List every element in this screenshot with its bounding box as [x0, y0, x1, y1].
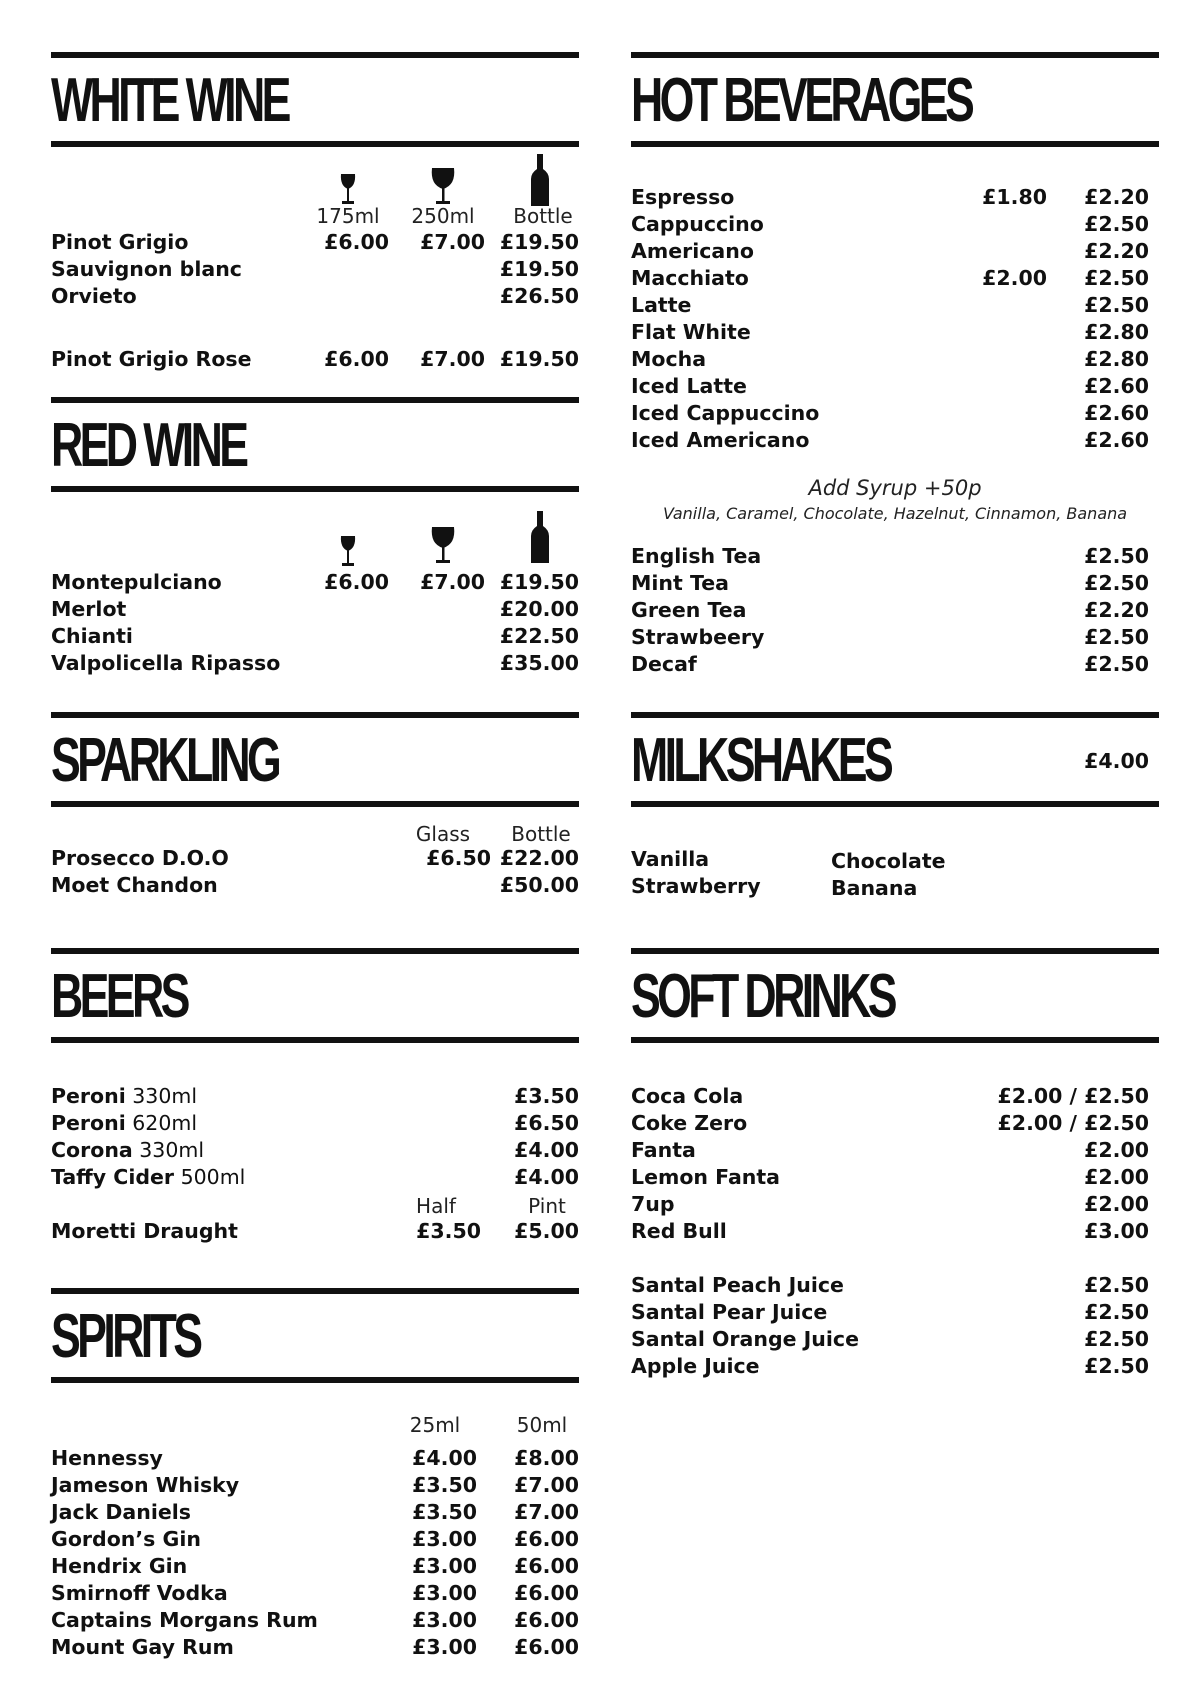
menu-item: Moet Chandon £50.00: [51, 873, 579, 897]
menu-item: Macchiato £2.00 £2.50: [631, 266, 1149, 290]
menu-item: Mocha £2.80: [631, 347, 1149, 371]
section-rule: [51, 1288, 579, 1294]
menu-item: Jack Daniels £3.50 £7.00: [51, 1500, 579, 1524]
add-syrup-note: Add Syrup +50p: [808, 476, 982, 500]
section-rule: [51, 1377, 579, 1383]
menu-item: Lemon Fanta £2.00: [631, 1165, 1149, 1189]
menu-item: Valpolicella Ripasso £35.00: [51, 651, 579, 675]
section-rule: [631, 52, 1159, 58]
menu-item: 7up £2.00: [631, 1192, 1149, 1216]
menu-item: Gordon’s Gin £3.00 £6.00: [51, 1527, 579, 1551]
menu-item: Moretti Draught £3.50 £5.00: [51, 1219, 579, 1243]
wine-bottle-icon: [528, 510, 568, 564]
menu-item: Merlot £20.00: [51, 597, 579, 621]
size-header-25ml: 25ml: [409, 1413, 461, 1437]
milkshake-price-row: [631, 748, 1159, 775]
menu-item: Espresso £1.80 £2.20: [631, 185, 1149, 209]
menu-item: Pinot Grigio Rose £6.00 £7.00 £19.50: [51, 347, 579, 371]
menu-item: Pinot Grigio £6.00 £7.00 £19.50: [51, 230, 579, 254]
menu-item: Hennessy £4.00 £8.00: [51, 1446, 579, 1470]
list-item: Chocolate: [831, 849, 946, 873]
section-rule: [51, 141, 579, 147]
menu-item: Red Bull £3.00: [631, 1219, 1149, 1243]
section-title-spirits: SPIRITS: [51, 1302, 200, 1371]
menu-item: Sauvignon blanc £19.50: [51, 257, 579, 281]
menu-item: Montepulciano £6.00 £7.00 £19.50: [51, 570, 579, 594]
size-header-250ml: 250ml: [411, 204, 475, 228]
menu-item: Mount Gay Rum £3.00 £6.00: [51, 1635, 579, 1659]
menu-item: Latte £2.50: [631, 293, 1149, 317]
bottle-header: Bottle: [511, 822, 571, 846]
section-rule: [51, 1037, 579, 1043]
menu-item: Fanta £2.00: [631, 1138, 1149, 1162]
menu-item: Taffy Cider 500ml £4.00: [51, 1165, 579, 1189]
section-rule: [51, 948, 579, 954]
menu-item: Apple Juice £2.50: [631, 1354, 1149, 1378]
section-rule: [51, 52, 579, 58]
section-rule: [51, 397, 579, 403]
menu-item: Coke Zero £2.00 / £2.50: [631, 1111, 1149, 1135]
list-item: Vanilla: [631, 847, 710, 871]
menu-item: Captains Morgans Rum £3.00 £6.00: [51, 1608, 579, 1632]
section-rule: [51, 801, 579, 807]
section-title-hot-beverages: HOT BEVERAGES: [631, 66, 972, 135]
menu-item: Green Tea £2.20: [631, 598, 1149, 622]
menu-item: Americano £2.20: [631, 239, 1149, 263]
section-rule: [631, 801, 1159, 807]
menu-item: Jameson Whisky £3.50 £7.00: [51, 1473, 579, 1497]
section-rule: [51, 712, 579, 718]
menu-item: Strawbeery £2.50: [631, 625, 1149, 649]
section-rule: [631, 1037, 1159, 1043]
size-header-50ml: 50ml: [516, 1413, 568, 1437]
menu-item: Smirnoff Vodka £3.00 £6.00: [51, 1581, 579, 1605]
menu-item: Cappuccino £2.50: [631, 212, 1149, 236]
menu-item: Santal Peach Juice £2.50: [631, 1273, 1149, 1297]
half-header: Half: [416, 1194, 456, 1218]
size-header-bottle: Bottle: [513, 204, 573, 228]
syrup-flavours: Vanilla, Caramel, Chocolate, Hazelnut, Cinnamon, Banana: [662, 504, 1128, 523]
menu-item: Coca Cola £2.00 / £2.50: [631, 1084, 1149, 1108]
menu-item: Hendrix Gin £3.00 £6.00: [51, 1554, 579, 1578]
menu-item: Santal Pear Juice £2.50: [631, 1300, 1149, 1324]
section-title-sparkling: SPARKLING: [51, 726, 279, 795]
menu-item: Corona 330ml £4.00: [51, 1138, 579, 1162]
list-item: Banana: [831, 876, 918, 900]
menu-item: Peroni 330ml £3.50: [51, 1084, 579, 1108]
menu-item: Flat White £2.80: [631, 320, 1149, 344]
section-rule: [631, 712, 1159, 718]
section-rule: [631, 141, 1159, 147]
menu-item: Chianti £22.50: [51, 624, 579, 648]
menu-item: Decaf £2.50: [631, 652, 1149, 676]
menu-item: Peroni 620ml £6.50: [51, 1111, 579, 1135]
pint-header: Pint: [528, 1194, 566, 1218]
section-title-soft-drinks: SOFT DRINKS: [631, 962, 894, 1031]
list-item: Strawberry: [631, 874, 761, 898]
menu-item: Iced Americano £2.60: [631, 428, 1149, 452]
section-title-red-wine: RED WINE: [51, 411, 246, 480]
menu-item: Mint Tea £2.50: [631, 571, 1149, 595]
menu-item: Prosecco D.O.O £6.50 £22.00: [51, 846, 579, 870]
menu-item: Iced Cappuccino £2.60: [631, 401, 1149, 425]
glass-header: Glass: [415, 822, 471, 846]
section-rule: [631, 948, 1159, 954]
section-title-milkshakes: MILKSHAKES: [631, 726, 891, 795]
section-title-white-wine: WHITE WINE: [51, 66, 288, 135]
section-title-beers: BEERS: [51, 962, 187, 1031]
menu-item: Iced Latte £2.60: [631, 374, 1149, 398]
menu-item: Orvieto £26.50: [51, 284, 579, 308]
wine-bottle-icon: [528, 153, 568, 207]
section-rule: [51, 486, 579, 492]
size-header-175ml: 175ml: [316, 204, 380, 228]
milkshake-price: £4.00: [1084, 749, 1149, 773]
menu-item: English Tea £2.50: [631, 544, 1149, 568]
menu-item: Santal Orange Juice £2.50: [631, 1327, 1149, 1351]
